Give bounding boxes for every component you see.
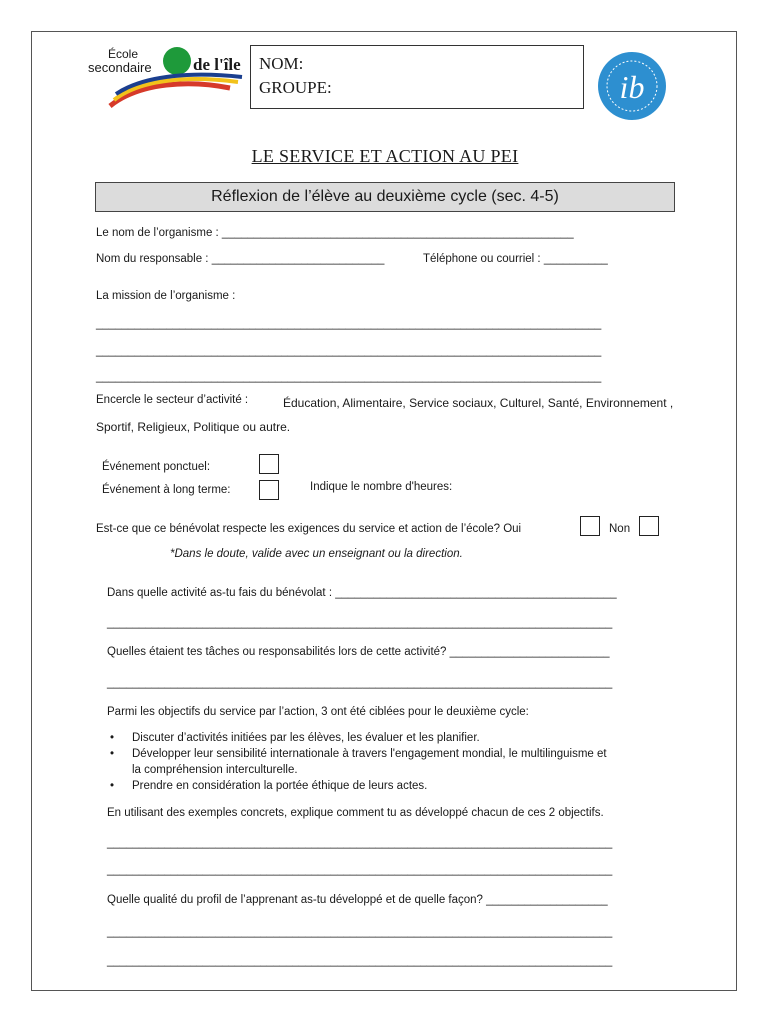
hours-label[interactable]: Indique le nombre d'heures: bbox=[310, 481, 453, 493]
logo-green-circle bbox=[163, 47, 191, 75]
objective-item: • Discuter d’activités initiées par les élèves, les évaluer et les planifier. bbox=[110, 732, 480, 744]
oui-checkbox[interactable] bbox=[580, 516, 600, 536]
mission-line-2[interactable]: _______________________________________________________________________________ bbox=[96, 345, 602, 357]
objectives-explain: En utilisant des exemples concrets, explique comment tu as développé chacun de ces 2 objectifs. bbox=[107, 807, 604, 819]
activity-line[interactable]: _______________________________________________________________________________ bbox=[107, 617, 613, 629]
profile-line-1[interactable]: _______________________________________________________________________________ bbox=[107, 926, 613, 938]
mission-line-1[interactable]: _______________________________________________________________________________ bbox=[96, 318, 602, 330]
objectives-intro: Parmi les objectifs du service par l’action, 3 ont été ciblées pour le deuxième cycle: bbox=[107, 706, 529, 718]
event-long-terme-label: Événement à long terme: bbox=[102, 484, 231, 496]
group-label: GROUPE: bbox=[259, 78, 332, 97]
profile-line-2[interactable]: _______________________________________________________________________________ bbox=[107, 955, 613, 967]
objective-item-continued: la compréhension interculturelle. bbox=[132, 764, 298, 776]
sector-options-2[interactable]: Sportif, Religieux, Politique ou autre. bbox=[96, 420, 291, 434]
non-checkbox[interactable] bbox=[639, 516, 659, 536]
tasks-question[interactable]: Quelles étaient tes tâches ou responsabilités lors de cette activité? _________________________ bbox=[107, 646, 610, 658]
activity-question[interactable]: Dans quelle activité as-tu fais du bénévolat : ____________________________________________ bbox=[107, 587, 617, 599]
logo-line2: secondaire bbox=[88, 60, 152, 75]
contact-field[interactable]: Téléphone ou courriel : __________ bbox=[423, 253, 608, 265]
objectives-list bbox=[108, 730, 607, 794]
explain-line-2[interactable]: _______________________________________________________________________________ bbox=[107, 864, 613, 876]
non-label: Non bbox=[609, 523, 631, 535]
explain-line-1[interactable]: _______________________________________________________________________________ bbox=[107, 837, 613, 849]
event-long-terme-checkbox[interactable] bbox=[259, 480, 279, 500]
respect-note: *Dans le doute, valide avec un enseignant ou la direction. bbox=[170, 548, 463, 560]
profile-question[interactable]: Quelle qualité du profil de l’apprenant as-tu développé et de quelle façon? ___________________ bbox=[107, 894, 608, 906]
mission-line-3[interactable]: _______________________________________________________________________________ bbox=[96, 371, 602, 383]
section-banner: Réflexion de l’élève au deuxième cycle (sec. 4-5) bbox=[95, 182, 675, 212]
ib-logo bbox=[596, 50, 668, 122]
sector-options-1[interactable]: Éducation, Alimentaire, Service sociaux, Culturel, Santé, Environnement , bbox=[283, 396, 674, 410]
logo-line3: de l'île bbox=[193, 55, 241, 74]
mission-label: La mission de l’organisme : bbox=[96, 290, 236, 302]
page-title: LE SERVICE ET ACTION AU PEI bbox=[251, 146, 519, 166]
org-name-field[interactable]: Le nom de l’organisme : _______________________________________________________ bbox=[96, 227, 574, 239]
name-label: NOM: bbox=[259, 54, 304, 73]
tasks-line[interactable]: _______________________________________________________________________________ bbox=[107, 677, 613, 689]
event-ponctuel-label: Événement ponctuel: bbox=[102, 461, 211, 473]
sector-label: Encercle le secteur d’activité : bbox=[96, 394, 249, 406]
school-logo bbox=[80, 44, 250, 114]
name-group-box[interactable] bbox=[250, 45, 584, 109]
ib-logo-text: ib bbox=[619, 69, 645, 105]
objective-item: • Développer leur sensibilité internationale à travers l'engagement mondial, le multilinguisme et bbox=[110, 748, 607, 760]
responsable-field[interactable]: Nom du responsable : ___________________________ bbox=[96, 253, 385, 265]
logo-line1: École bbox=[108, 47, 139, 61]
event-ponctuel-checkbox[interactable] bbox=[259, 454, 279, 474]
respect-question: Est-ce que ce bénévolat respecte les exigences du service et action de l’école? Oui bbox=[96, 523, 522, 535]
objective-item: • Prendre en considération la portée éthique de leurs actes. bbox=[110, 780, 428, 792]
